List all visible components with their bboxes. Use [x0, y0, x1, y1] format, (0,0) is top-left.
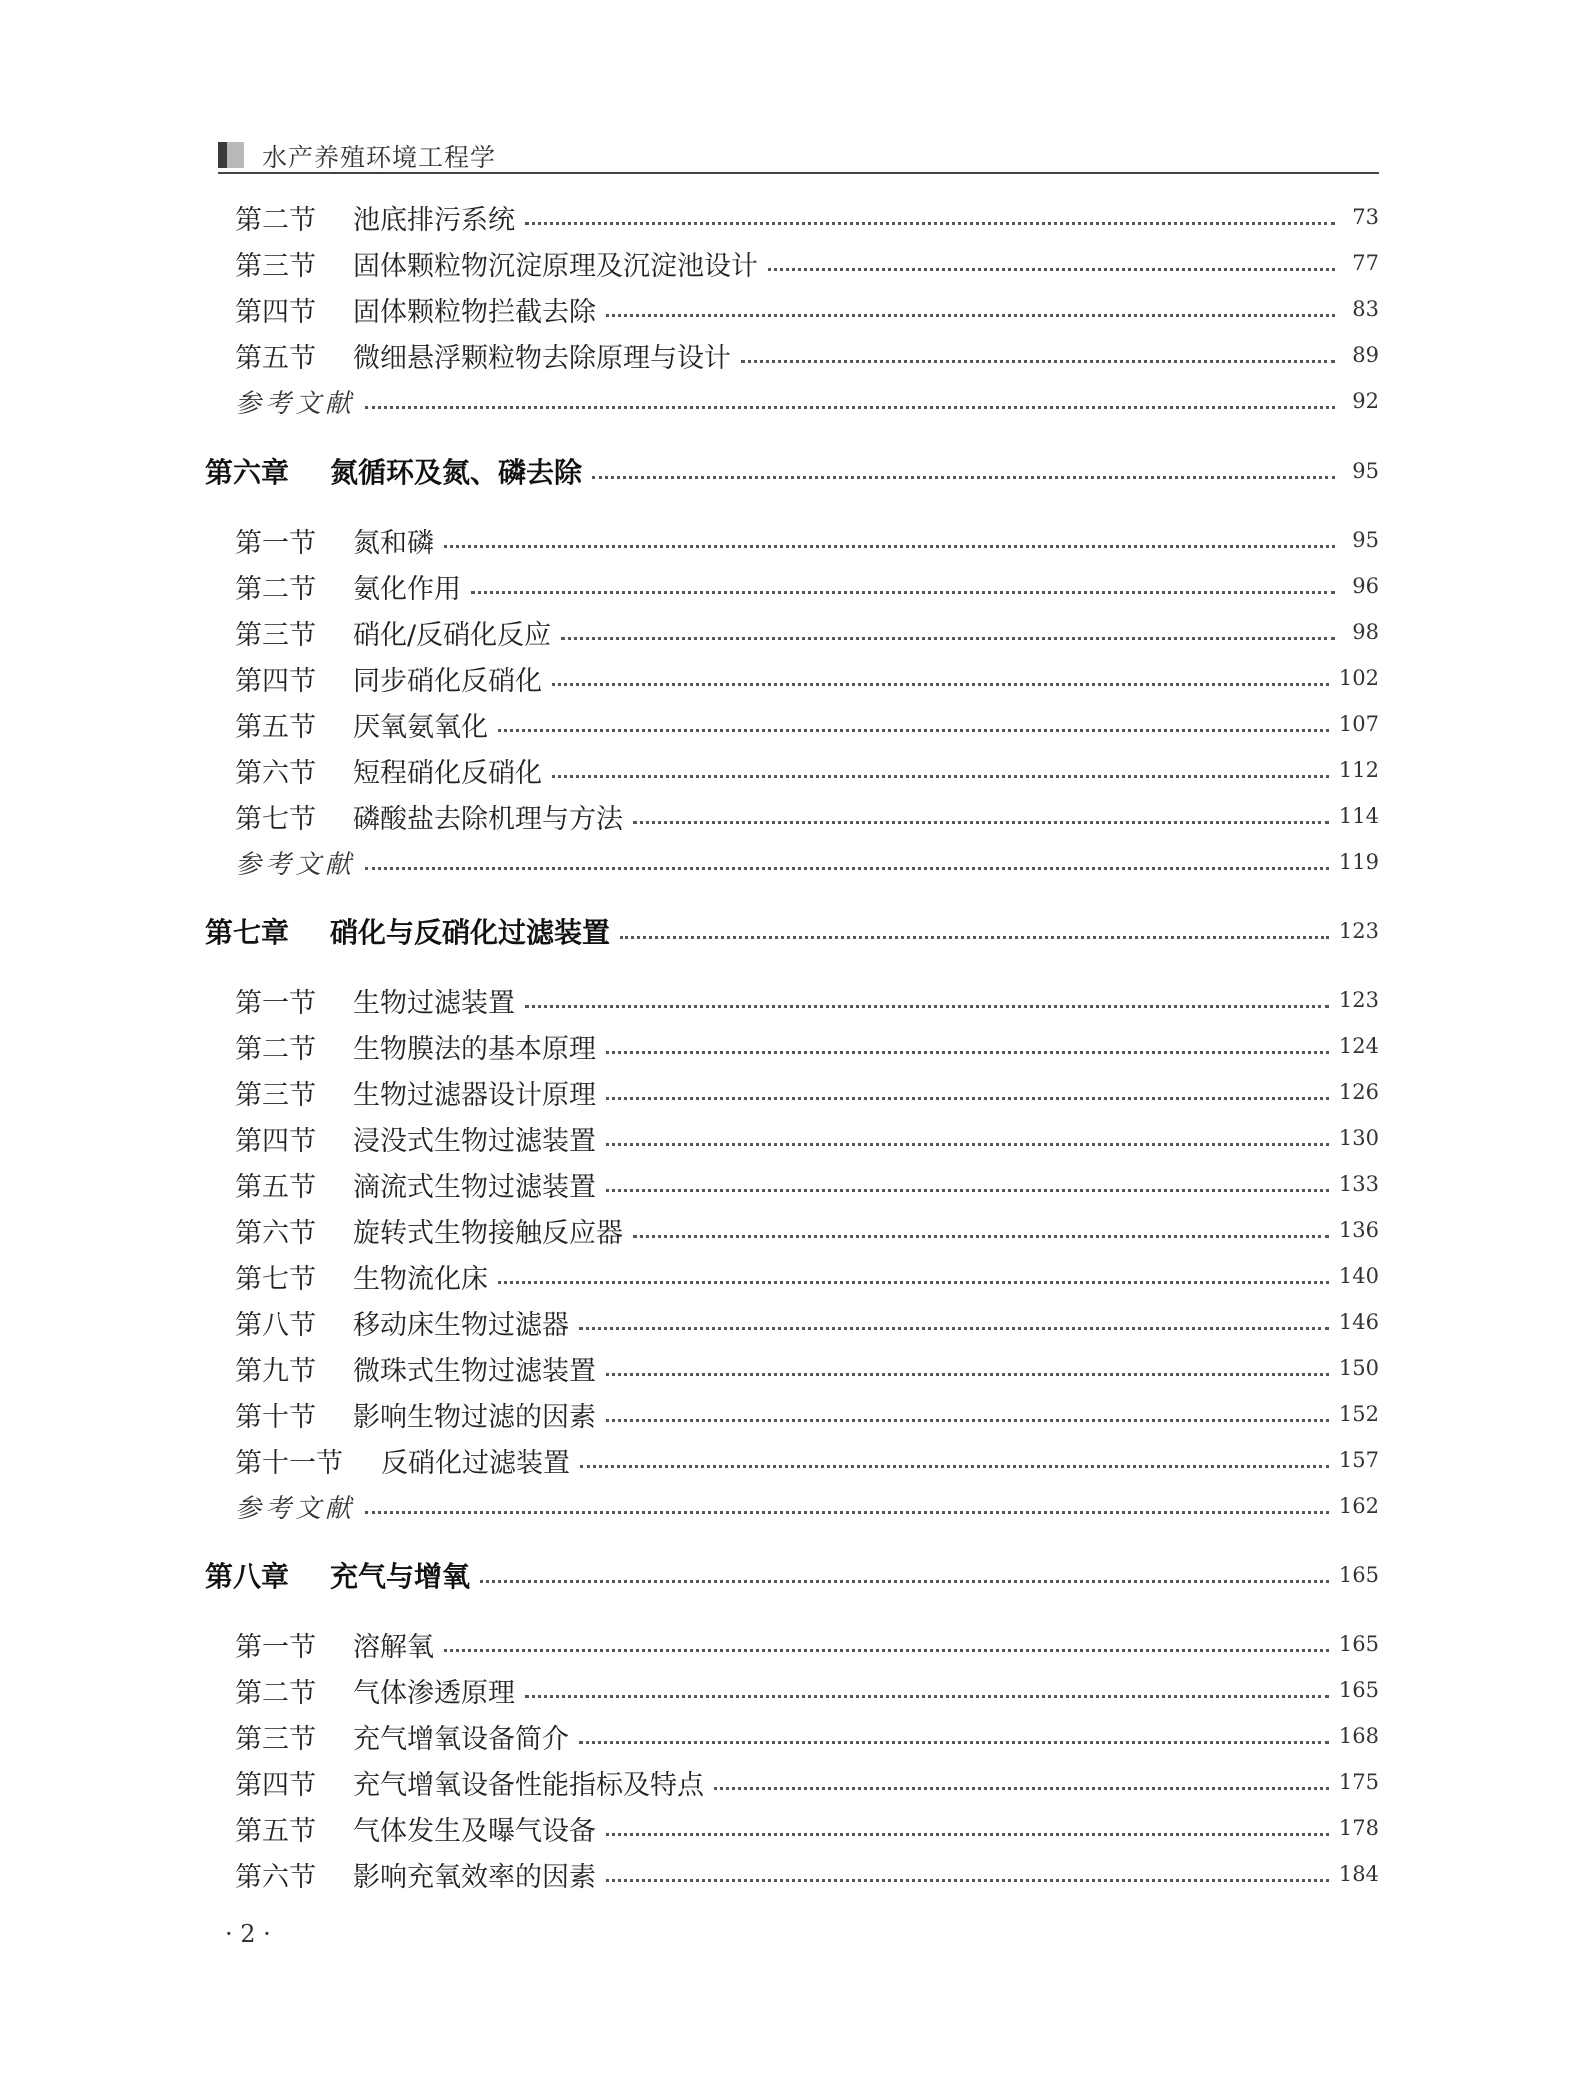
page-number: 146 — [1338, 1310, 1379, 1334]
dot-leader — [741, 360, 1335, 363]
dot-leader — [444, 1649, 1329, 1652]
toc-entry[interactable] — [235, 751, 1379, 789]
chapter-title: 硝化与反硝化过滤装置 — [330, 916, 611, 949]
references-label: 参考文献 — [235, 388, 356, 419]
section-title: 固体颗粒物拦截去除 — [353, 296, 596, 328]
section-title: 氮和磷 — [353, 527, 434, 559]
toc-entry[interactable] — [235, 797, 1379, 835]
section-number: 第二节 — [235, 1677, 316, 1709]
section-number: 第三节 — [235, 1723, 316, 1755]
section-title: 微细悬浮颗粒物去除原理与设计 — [353, 342, 731, 374]
toc-entry-references[interactable] — [235, 843, 1379, 881]
running-header — [218, 138, 1379, 174]
page-number: 96 — [1352, 574, 1379, 598]
page-number: 150 — [1338, 1356, 1379, 1380]
toc-entry[interactable] — [235, 1395, 1379, 1433]
toc-entry[interactable] — [235, 981, 1379, 1019]
dot-leader — [498, 729, 1329, 732]
toc-entry[interactable] — [235, 1303, 1379, 1341]
chapter-title: 氮循环及氮、磷去除 — [330, 456, 583, 489]
page-number: 89 — [1352, 343, 1379, 367]
section-number: 第四节 — [235, 1769, 316, 1801]
toc-entry[interactable] — [235, 1441, 1379, 1479]
dot-leader — [592, 476, 1335, 479]
references-label: 参考文献 — [235, 1493, 356, 1524]
dot-leader — [620, 936, 1329, 939]
section-title: 氨化作用 — [353, 573, 461, 605]
toc-entry[interactable] — [235, 198, 1379, 236]
page-number: 178 — [1338, 1816, 1379, 1840]
dot-leader — [606, 1143, 1329, 1146]
toc-entry[interactable] — [235, 1625, 1379, 1663]
dot-leader — [579, 1327, 1329, 1330]
section-number: 第六节 — [235, 1217, 316, 1249]
section-title: 生物流化床 — [353, 1263, 488, 1295]
dot-leader — [768, 268, 1335, 271]
section-number: 第四节 — [235, 665, 316, 697]
page-number: 126 — [1338, 1080, 1379, 1104]
toc-entry[interactable] — [235, 1809, 1379, 1847]
toc-chapter[interactable] — [205, 912, 1379, 950]
page-number: 73 — [1352, 205, 1379, 229]
toc-entry[interactable] — [235, 1717, 1379, 1755]
dot-leader — [714, 1787, 1329, 1790]
section-number: 第六节 — [235, 1861, 316, 1893]
section-title: 移动床生物过滤器 — [353, 1309, 569, 1341]
section-number: 第四节 — [235, 296, 316, 328]
page-number: 157 — [1338, 1448, 1379, 1472]
page-number: 114 — [1338, 804, 1379, 828]
section-number: 第七节 — [235, 803, 316, 835]
section-title: 短程硝化反硝化 — [353, 757, 542, 789]
dot-leader — [606, 1833, 1329, 1836]
dot-leader — [552, 775, 1329, 778]
section-number: 第八节 — [235, 1309, 316, 1341]
page-number: 140 — [1338, 1264, 1379, 1288]
section-number: 第三节 — [235, 1079, 316, 1111]
page-number: 133 — [1338, 1172, 1379, 1196]
page-number: 162 — [1338, 1494, 1379, 1518]
page-marker: · 2 · — [225, 1920, 271, 1948]
toc-entry-references[interactable] — [235, 1487, 1379, 1525]
toc-chapter[interactable] — [205, 1556, 1379, 1594]
page-number: 175 — [1338, 1770, 1379, 1794]
page-number: 184 — [1338, 1862, 1379, 1886]
page-number: 95 — [1352, 459, 1379, 483]
section-title: 气体渗透原理 — [353, 1677, 515, 1709]
dot-leader — [480, 1580, 1329, 1583]
section-title: 气体发生及曝气设备 — [353, 1815, 596, 1847]
dot-leader — [471, 591, 1335, 594]
toc-chapter[interactable] — [205, 452, 1379, 490]
page-number: 165 — [1338, 1632, 1379, 1656]
dot-leader — [606, 314, 1335, 317]
toc-entry[interactable] — [235, 1165, 1379, 1203]
dot-leader — [633, 1235, 1329, 1238]
section-number: 第四节 — [235, 1125, 316, 1157]
book-title: 水产养殖环境工程学 — [262, 143, 497, 172]
section-title: 固体颗粒物沉淀原理及沉淀池设计 — [353, 250, 758, 282]
page-number: 136 — [1338, 1218, 1379, 1242]
toc-entry[interactable] — [235, 290, 1379, 328]
section-number: 第七节 — [235, 1263, 316, 1295]
section-title: 硝化/反硝化反应 — [353, 619, 552, 651]
page-number: 112 — [1338, 758, 1379, 782]
section-number: 第六节 — [235, 757, 316, 789]
section-number: 第二节 — [235, 204, 316, 236]
toc-entry[interactable] — [235, 1257, 1379, 1295]
page-number: 124 — [1338, 1034, 1379, 1058]
chapter-number: 第六章 — [205, 456, 290, 489]
chapter-title: 充气与增氧 — [330, 1560, 471, 1593]
page-number: 92 — [1352, 389, 1379, 413]
toc-entry[interactable] — [235, 567, 1379, 605]
section-title: 磷酸盐去除机理与方法 — [353, 803, 623, 835]
toc-entry[interactable] — [235, 244, 1379, 282]
references-label: 参考文献 — [235, 849, 356, 880]
dot-leader — [525, 1005, 1329, 1008]
page-number: 165 — [1338, 1678, 1379, 1702]
section-title: 生物膜法的基本原理 — [353, 1033, 596, 1065]
toc-entry[interactable] — [235, 336, 1379, 374]
toc-entry[interactable] — [235, 1763, 1379, 1801]
section-number: 第五节 — [235, 1171, 316, 1203]
section-title: 生物过滤装置 — [353, 987, 515, 1019]
dot-leader — [606, 1879, 1329, 1882]
section-number: 第五节 — [235, 342, 316, 374]
page-number: 102 — [1338, 666, 1379, 690]
section-title: 充气增氧设备简介 — [353, 1723, 569, 1755]
section-number: 第十节 — [235, 1401, 316, 1433]
toc-entry-references[interactable] — [235, 382, 1379, 420]
dot-leader — [552, 683, 1329, 686]
section-title: 反硝化过滤装置 — [381, 1447, 570, 1479]
section-title: 同步硝化反硝化 — [353, 665, 542, 697]
dot-leader — [525, 1695, 1329, 1698]
page-number: 83 — [1352, 297, 1379, 321]
toc-entry[interactable] — [235, 659, 1379, 697]
dot-leader — [365, 1511, 1329, 1514]
section-title: 滴流式生物过滤装置 — [353, 1171, 596, 1203]
section-title: 厌氧氨氧化 — [353, 711, 488, 743]
chapter-number: 第八章 — [205, 1560, 290, 1593]
dot-leader — [444, 545, 1335, 548]
page-number: 119 — [1338, 850, 1379, 874]
section-number: 第二节 — [235, 1033, 316, 1065]
page-number: 123 — [1338, 919, 1379, 943]
header-mark-icon — [218, 142, 244, 168]
section-title: 浸没式生物过滤装置 — [353, 1125, 596, 1157]
toc-entry[interactable] — [235, 521, 1379, 559]
section-title: 影响充氧效率的因素 — [353, 1861, 596, 1893]
page-number: 168 — [1338, 1724, 1379, 1748]
toc-entry[interactable] — [235, 1027, 1379, 1065]
section-title: 池底排污系统 — [353, 204, 515, 236]
section-title: 旋转式生物接触反应器 — [353, 1217, 623, 1249]
section-number: 第五节 — [235, 1815, 316, 1847]
dot-leader — [365, 406, 1335, 409]
toc-entry[interactable] — [235, 1671, 1379, 1709]
section-number: 第一节 — [235, 987, 316, 1019]
dot-leader — [606, 1097, 1329, 1100]
section-number: 第一节 — [235, 1631, 316, 1663]
dot-leader — [365, 867, 1329, 870]
section-number: 第十一节 — [235, 1447, 343, 1479]
page-number: 107 — [1338, 712, 1379, 736]
toc-entry[interactable] — [235, 1855, 1379, 1893]
section-title: 充气增氧设备性能指标及特点 — [353, 1769, 704, 1801]
toc-entry[interactable] — [235, 1349, 1379, 1387]
dot-leader — [579, 1741, 1329, 1744]
dot-leader — [561, 637, 1335, 640]
section-number: 第九节 — [235, 1355, 316, 1387]
toc-entry[interactable] — [235, 1211, 1379, 1249]
dot-leader — [606, 1051, 1329, 1054]
header-rule — [218, 172, 1379, 174]
dot-leader — [525, 222, 1335, 225]
section-number: 第二节 — [235, 573, 316, 605]
section-number: 第三节 — [235, 250, 316, 282]
section-number: 第五节 — [235, 711, 316, 743]
page-number: 77 — [1352, 251, 1379, 275]
page-number: 95 — [1352, 528, 1379, 552]
dot-leader — [580, 1465, 1329, 1468]
dot-leader — [606, 1373, 1329, 1376]
toc-entry[interactable] — [235, 1073, 1379, 1111]
page-number: 123 — [1338, 988, 1379, 1012]
dot-leader — [606, 1419, 1329, 1422]
section-number: 第三节 — [235, 619, 316, 651]
section-title: 影响生物过滤的因素 — [353, 1401, 596, 1433]
dot-leader — [633, 821, 1329, 824]
page-number: 165 — [1338, 1563, 1379, 1587]
section-title: 微珠式生物过滤装置 — [353, 1355, 596, 1387]
section-title: 生物过滤器设计原理 — [353, 1079, 596, 1111]
page-number: 98 — [1352, 620, 1379, 644]
toc-entry[interactable] — [235, 1119, 1379, 1157]
section-title: 溶解氧 — [353, 1631, 434, 1663]
chapter-number: 第七章 — [205, 916, 290, 949]
section-number: 第一节 — [235, 527, 316, 559]
dot-leader — [498, 1281, 1329, 1284]
dot-leader — [606, 1189, 1329, 1192]
page-number: 152 — [1338, 1402, 1379, 1426]
toc-entry[interactable] — [235, 705, 1379, 743]
page-number: 130 — [1338, 1126, 1379, 1150]
toc-entry[interactable] — [235, 613, 1379, 651]
